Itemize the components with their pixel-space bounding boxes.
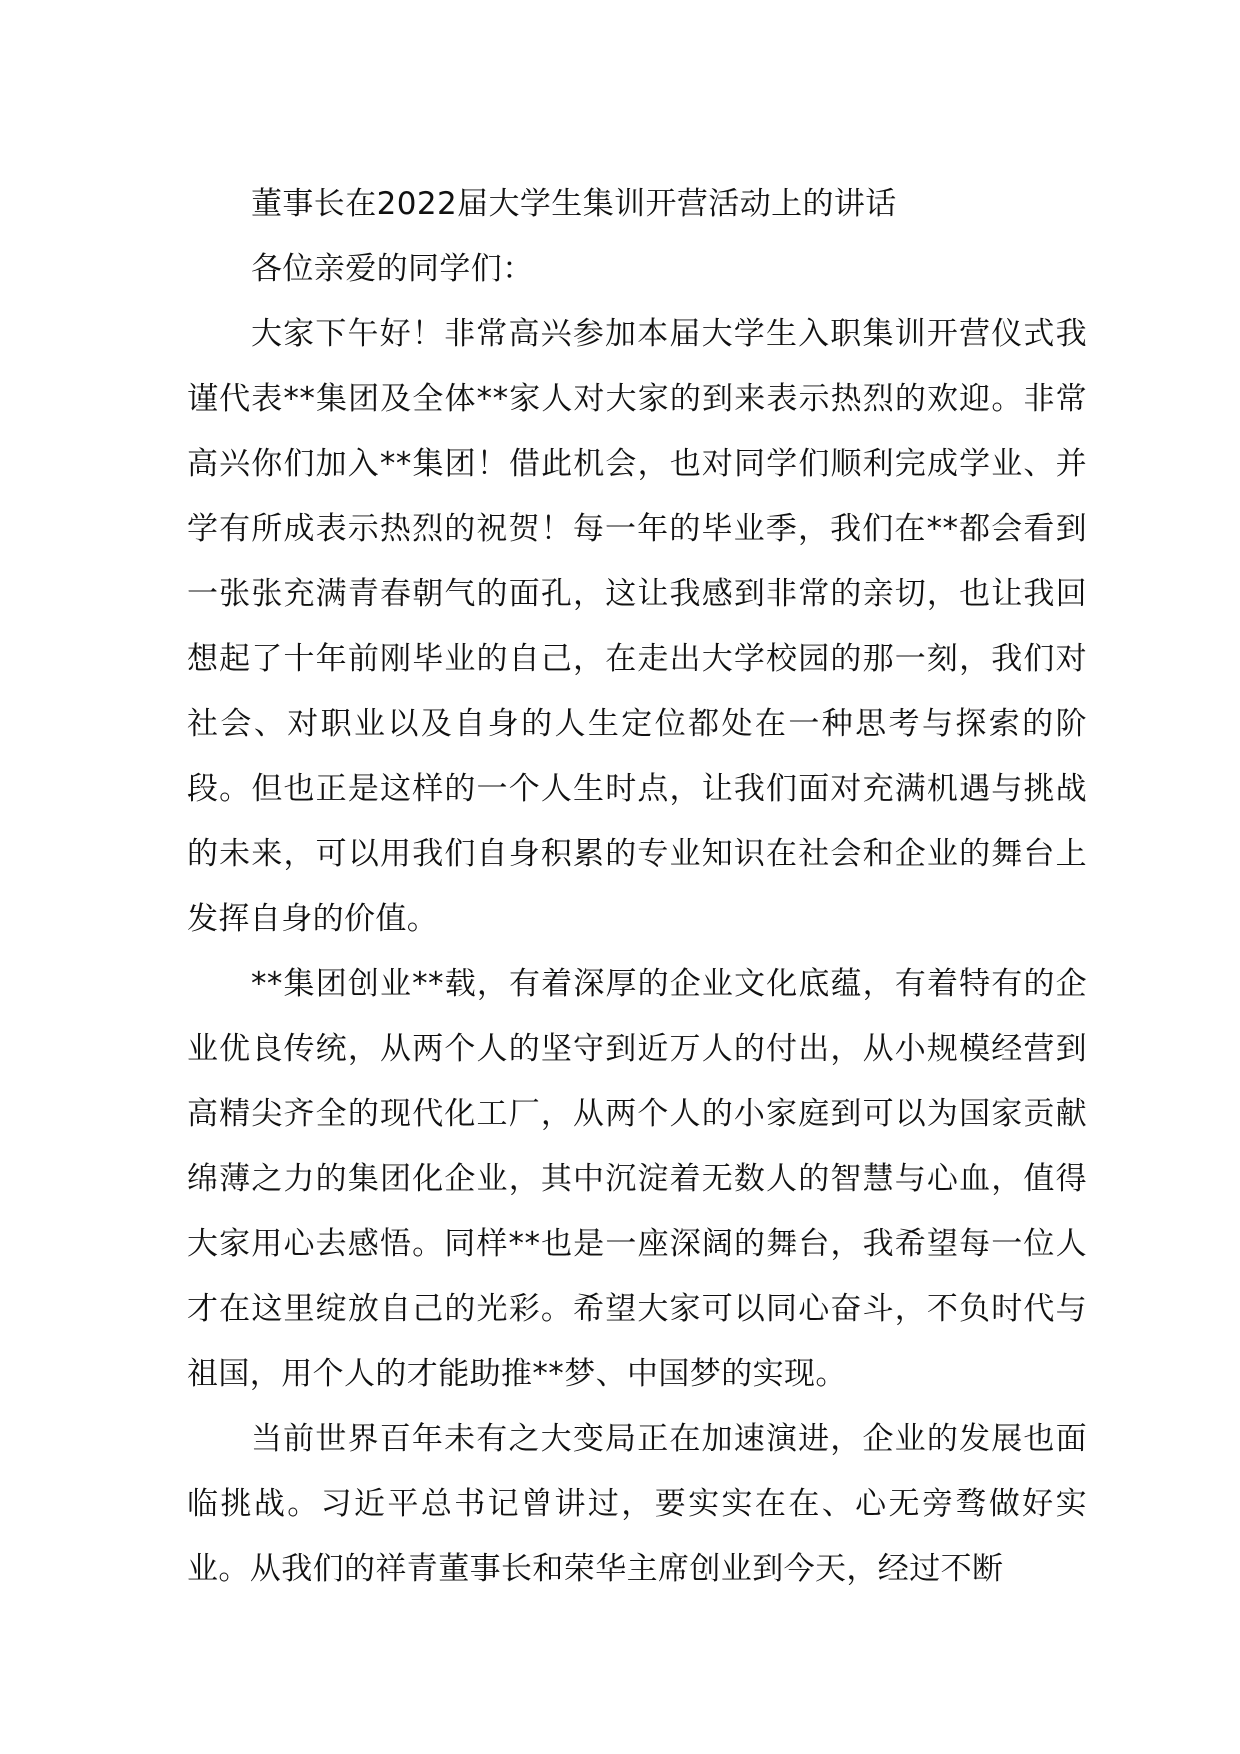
paragraph-1: 大家下午好！非常高兴参加本届大学生入职集训开营仪式我谨代表**集团及全体**家人对大家的到来表示热烈的欢迎。非常高兴你们加入**集团！借此机会，也对同学们顺利完成学业、并学有所成表示热烈的祝贺！每一年的毕业季，我们在**都会看到一张张充满青春朝气的面孔，这让我感到非常的亲切，也让我回想起了十年前刚毕业的自己，在走出大学校园的那一刻，我们对社会、对职业以及自身的人生定位都处在一种思考与探索的阶段。但也正是这样的一个人生时点，让我们面对充满机遇与挑战的未来，可以用我们自身积累的专业知识在社会和企业的舞台上发挥自身的价值。 — [187, 316, 1087, 937]
salutation: 各位亲爱的同学们： — [251, 251, 534, 287]
document-body — [187, 172, 1087, 1602]
paragraph-3: 当前世界百年未有之大变局正在加速演进，企业的发展也面临挑战。习近平总书记曾讲过，要实实在在、心无旁骛做好实业。从我们的祥青董事长和荣华主席创业到今天，经过不断 — [187, 1421, 1087, 1587]
paragraph-2: **集团创业**载，有着深厚的企业文化底蕴，有着特有的企业优良传统，从两个人的坚守到近万人的付出，从小规模经营到高精尖齐全的现代化工厂，从两个人的小家庭到可以为国家贡献绵薄之力的集团化企业，其中沉淀着无数人的智慧与心血，值得大家用心去感悟。同样**也是一座深阔的舞台，我希望每一位人才在这里绽放自己的光彩。希望大家可以同心奋斗，不负时代与祖国，用个人的才能助推**梦、中国梦的实现。 — [187, 966, 1087, 1392]
document-title: 董事长在2022届大学生集训开营活动上的讲话 — [251, 186, 897, 222]
